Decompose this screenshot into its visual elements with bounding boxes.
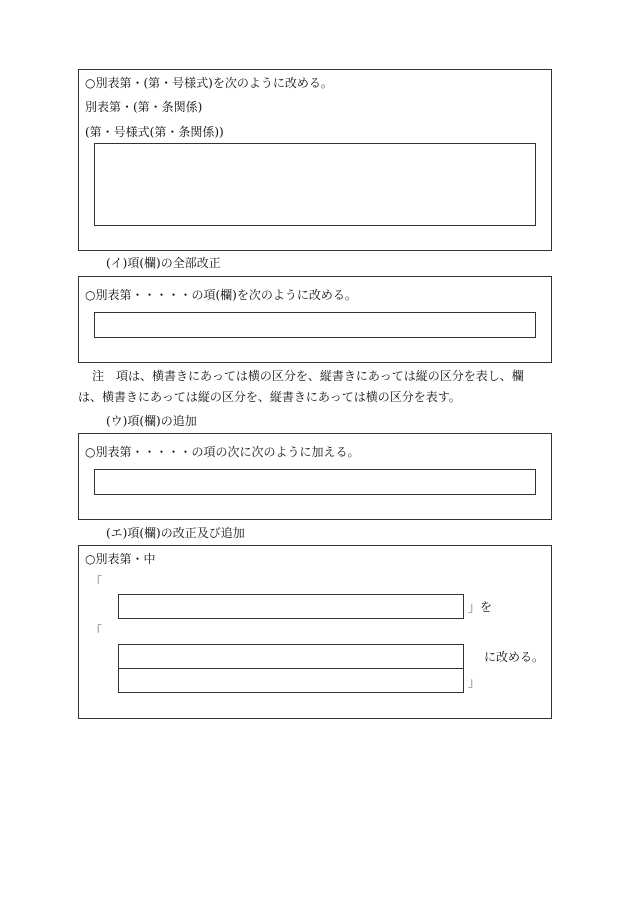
section1-line3: (第・号様式(第・条関係))	[85, 125, 224, 139]
section-e-new-text-box-1	[118, 644, 464, 669]
section-i-heading: (イ)項(欄)の全部改正	[106, 256, 221, 270]
section1-line1: ○別表第・(第・号様式)を次のように改める。	[85, 76, 333, 90]
aratameru-text: に改める。	[484, 650, 545, 664]
note-line2: は、横書きにあっては縦の区分を、縦書きにあっては横の区分を表す。	[78, 390, 461, 404]
section1-line2: 別表第・(第・条関係)	[85, 100, 203, 114]
section-u-blank-box	[94, 469, 536, 495]
open-bracket-1: 「	[90, 575, 103, 589]
section-e-new-text-box-2	[118, 668, 464, 693]
close-bracket-wo: 」を	[468, 600, 493, 614]
section-e-heading: (エ)項(欄)の改正及び追加	[106, 526, 245, 540]
close-bracket-2: 」	[468, 675, 481, 689]
section-u-heading: (ウ)項(欄)の追加	[106, 414, 197, 428]
section1-blank-box	[94, 143, 536, 226]
section-i-blank-box	[94, 312, 536, 338]
section-i-line1: ○別表第・・・・・の項(欄)を次のように改める。	[85, 288, 357, 302]
section-u-line1: ○別表第・・・・・の項の次に次のように加える。	[85, 445, 360, 459]
section-e-old-text-box	[118, 594, 464, 619]
open-bracket-2: 「	[90, 624, 103, 638]
section-e-line1: ○別表第・中	[85, 552, 156, 566]
note-line1: 注 項は、横書きにあっては横の区分を、縦書きにあっては縦の区分を表し、欄	[92, 369, 524, 383]
